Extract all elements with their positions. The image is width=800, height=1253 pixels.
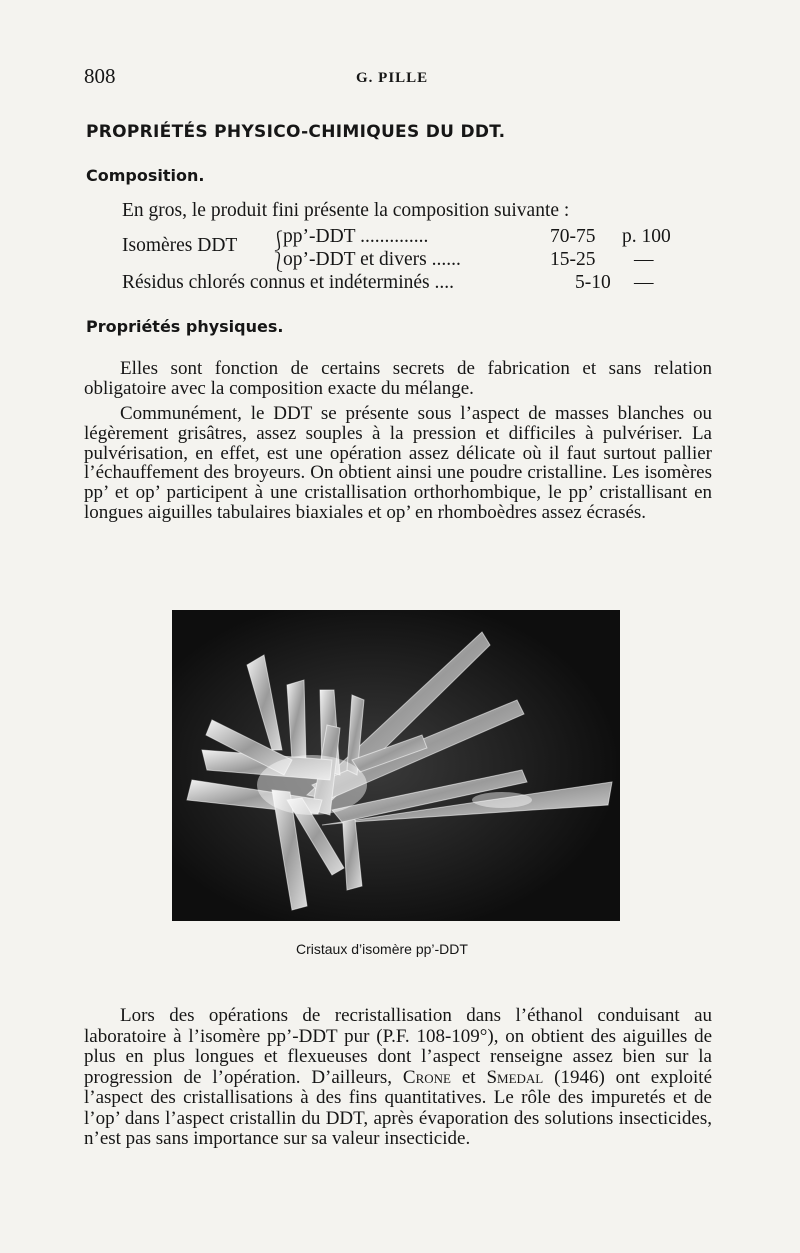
composition-intro: En gros, le produit fini présente la composition suivante :	[122, 200, 570, 221]
composition-row-value: 5-10	[575, 272, 611, 293]
section-title: PROPRIÉTÉS PHYSICO-CHIMIQUES DU DDT.	[86, 122, 506, 142]
composition-row-unit: p. 100	[622, 226, 671, 247]
composition-row-value: 70-75	[550, 226, 596, 247]
crystal-photo	[172, 610, 620, 921]
page-number: 808	[84, 64, 116, 88]
physical-paragraph-2: Communément, le DDT se présente sous l’aspect de masses blanches ou légèrement grisâtres, assez souples à la pression et difficiles à pulvériser. La pulvérisation, en effet, est une opération assez délicate où il faut surtout pallier l’échauffement des broyeurs. On obtient ainsi une poudre cristalline. Les isomères pp’ et op’ participent à une cristallisation orthorhombique, le pp’ cristallisant en longues aiguilles tabulaires biaxiales et op’ en rhomboèdres assez écrasés.	[84, 403, 712, 523]
text-span: et	[450, 1066, 487, 1088]
composition-row-name: op’-DDT et divers ......	[283, 249, 461, 270]
brace-top: ⎰	[269, 231, 289, 252]
recrystallisation-paragraph	[84, 1006, 712, 1150]
figure-caption: Cristaux d’isomère pp’-DDT	[296, 941, 468, 957]
brace-bottom: ⎱	[269, 252, 289, 273]
isomers-label: Isomères DDT	[122, 235, 238, 256]
composition-row-value: 15-25	[550, 249, 596, 270]
composition-row-name: Résidus chlorés connus et indéterminés ....	[122, 272, 454, 293]
text-span: (1946) ont exploité l’aspect des cristallisations à des fins quantitatives. Le rôle des impuretés et de l’op’ dans l’aspect cristallin du DDT, après évaporation des solutions insecticides, n’est pas sans importance sur sa valeur insecticide.	[84, 1066, 713, 1149]
running-head: G. PILLE	[356, 70, 429, 86]
composition-row-unit: —	[634, 272, 654, 293]
composition-heading: Composition.	[86, 166, 205, 185]
composition-row-name: pp’-DDT ..............	[283, 226, 429, 247]
physical-properties-heading: Propriétés physiques.	[86, 317, 284, 336]
text-span: Lors des opérations de recristallisation dans l’éthanol conduisant au laboratoire à l’isomère pp’-DDT pur (P.F. 108-109°), on obtient des aiguilles de plus en plus longues et flexueuses dont l’aspect renseigne assez bien sur la progression de l’opération. D’ailleurs,	[84, 1005, 712, 1088]
author-name: Smedal	[486, 1066, 544, 1088]
composition-row-unit: —	[634, 249, 654, 270]
author-name: Crone	[402, 1066, 451, 1088]
physical-paragraph-1: Elles sont fonction de certains secrets de fabrication et sans relation obligatoire avec la composition exacte du mélange.	[84, 358, 712, 399]
